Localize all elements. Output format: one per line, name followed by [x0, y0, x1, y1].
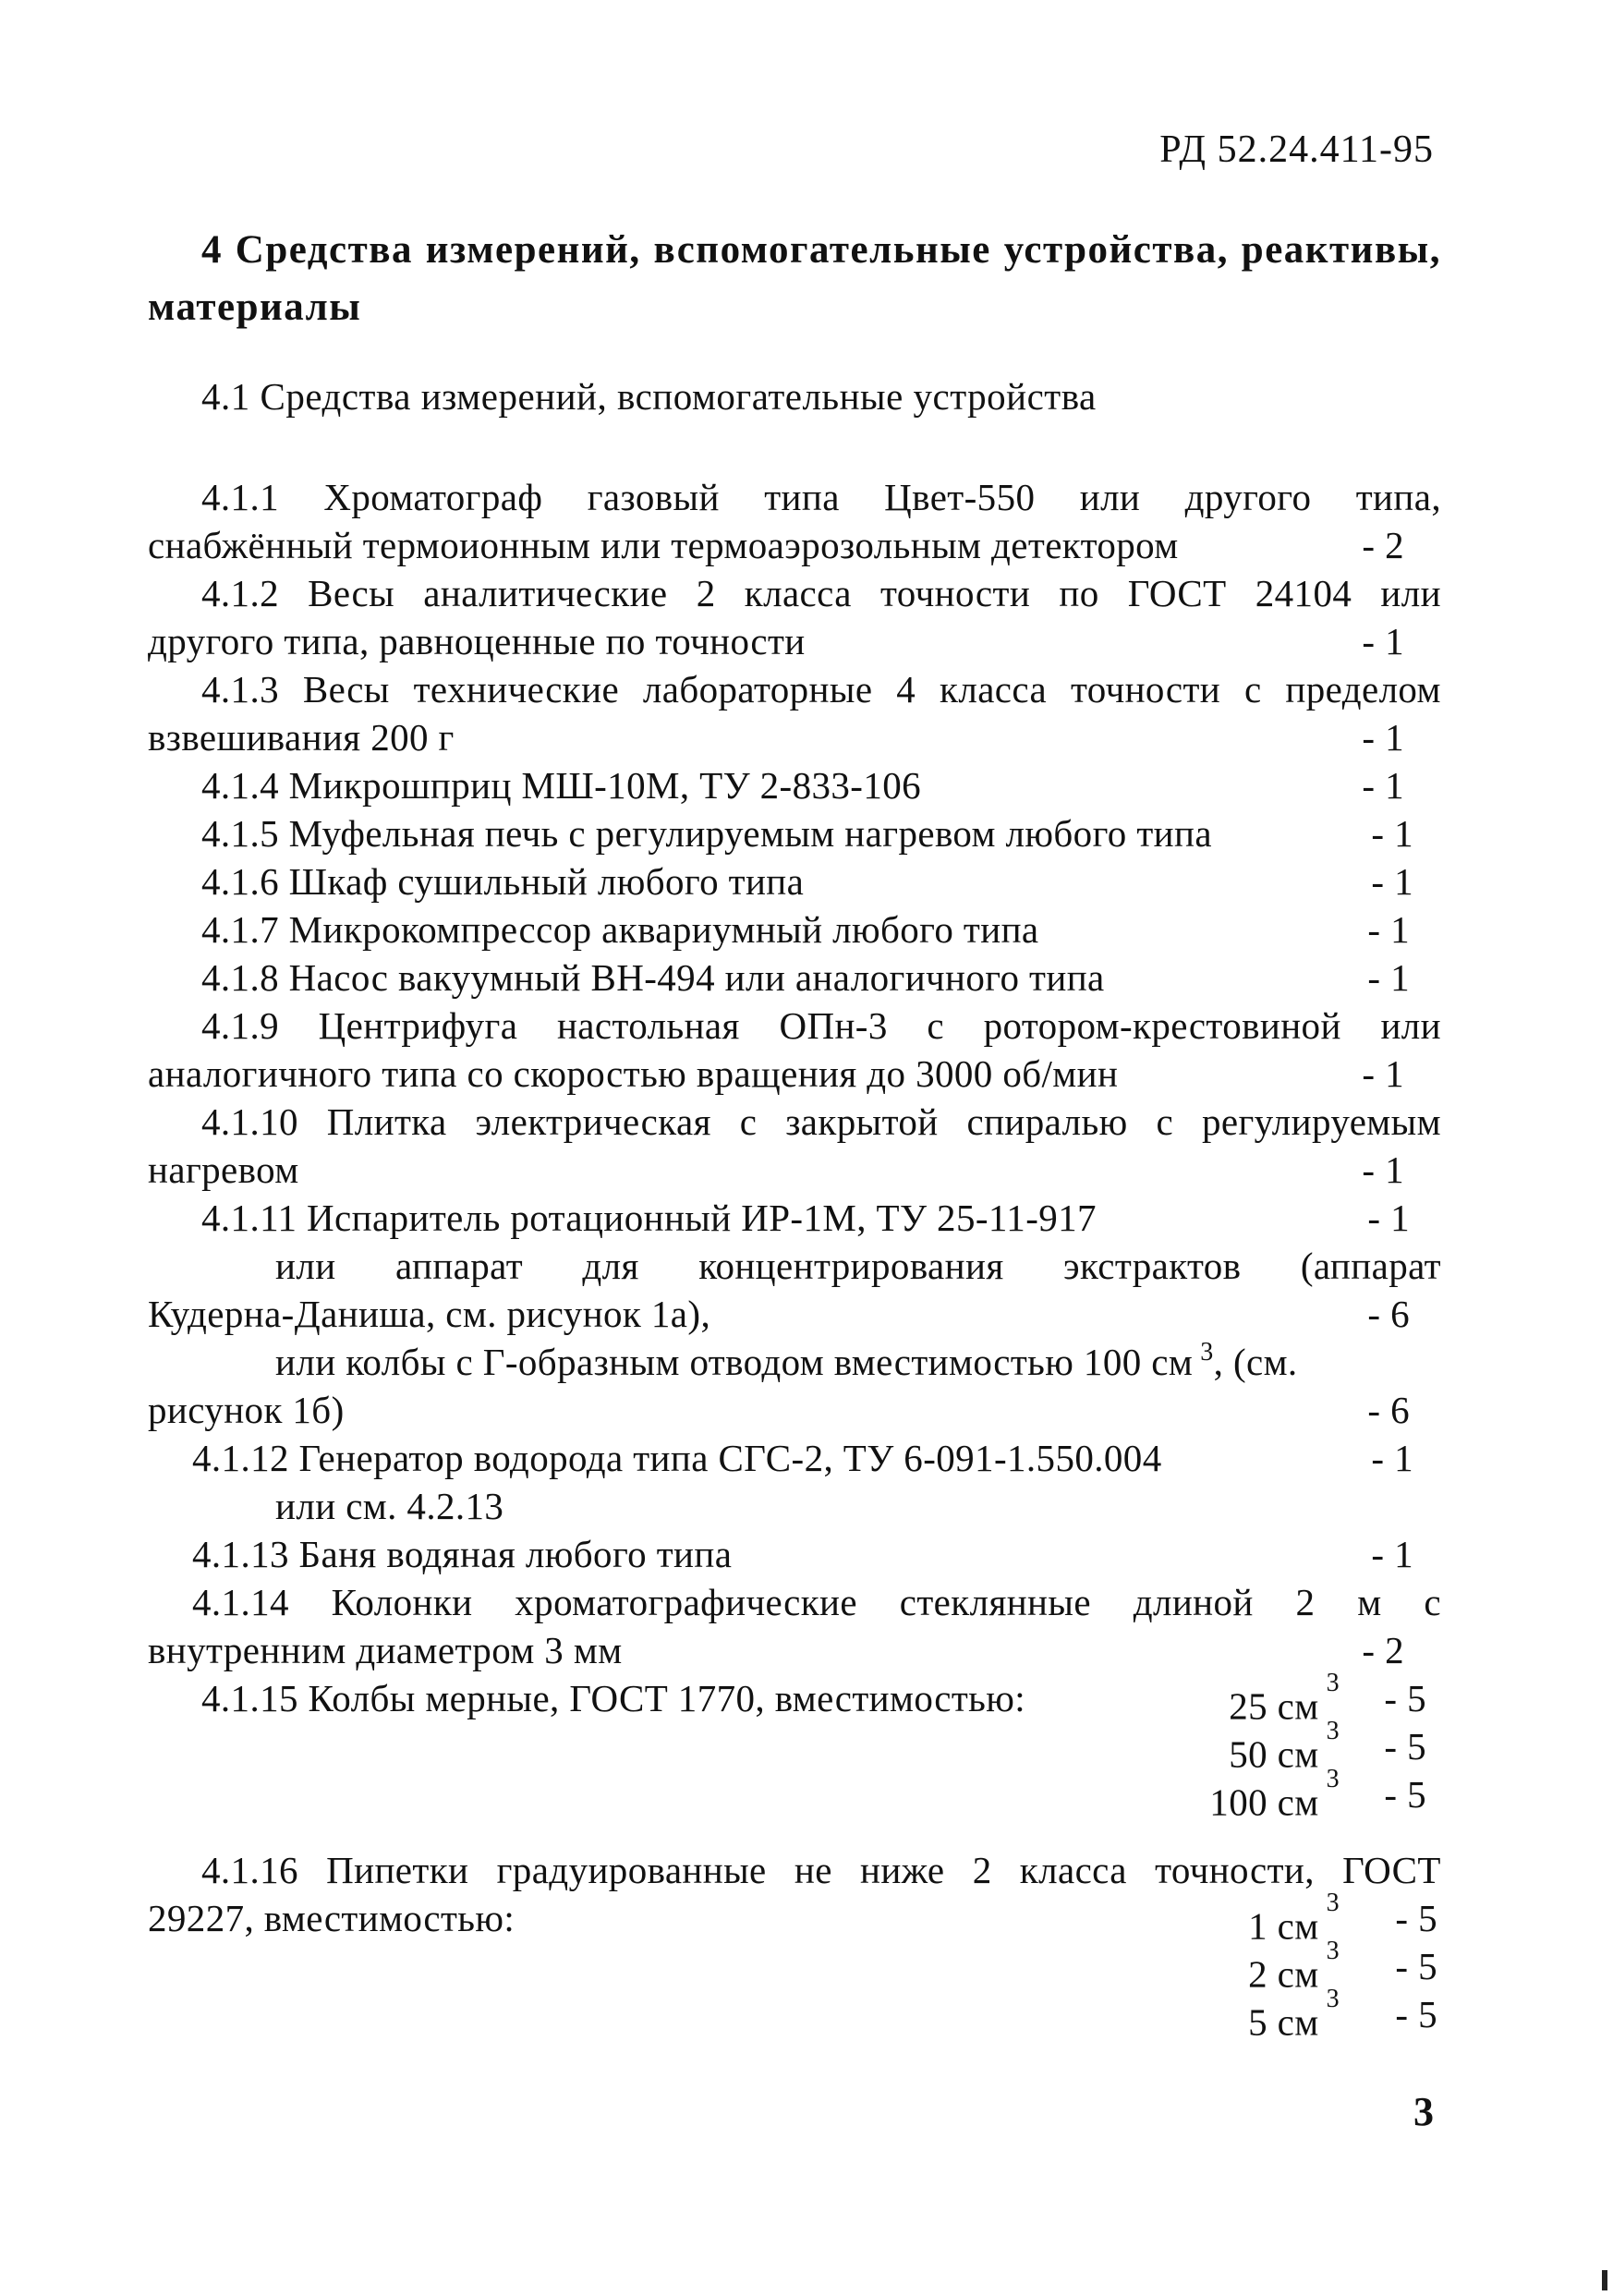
item-text: 29227, вместимостью: — [148, 1897, 515, 1939]
word: Колонки — [331, 1581, 473, 1623]
item-4-1-11-alt2-line1 — [148, 1338, 1441, 1386]
item-text-part: , (см. — [1213, 1341, 1298, 1383]
word: с — [739, 1100, 758, 1143]
item-4-1-2-line2 — [148, 617, 1441, 665]
item-4-1-15-vol3 — [148, 1765, 1441, 1824]
word: с — [927, 1004, 944, 1047]
item-4-1-11-alt1-line1 — [148, 1242, 1441, 1290]
item-text: 4.1.5 Муфельная печь с регулируемым нагревом любого типа — [201, 812, 1212, 855]
item-quantity: - 5 — [1395, 1993, 1437, 2035]
word: другого — [1184, 476, 1312, 518]
word: или — [275, 1245, 336, 1287]
superscript: 3 — [1200, 1338, 1214, 1367]
word: ОПн-3 — [779, 1004, 888, 1047]
word: регулируемым — [1201, 1100, 1441, 1143]
word: с — [1424, 1581, 1441, 1623]
word: по — [1059, 572, 1099, 614]
spacer — [148, 1818, 1441, 1846]
word: 2 — [696, 572, 716, 614]
justified-line — [201, 1098, 1441, 1146]
item-quantity: - 1 — [1367, 908, 1410, 951]
item-4-1-15-vol2 — [148, 1717, 1441, 1776]
word: или — [1380, 572, 1441, 614]
item-text: внутренним диаметром 3 мм — [148, 1629, 623, 1671]
item-text: нагревом — [148, 1148, 299, 1191]
item-4-1-15 — [148, 1669, 1441, 1728]
word: Весы — [308, 572, 395, 614]
word: Центрифуга — [318, 1004, 518, 1047]
word: 2 — [972, 1849, 992, 1891]
volume-value: 50 см — [1229, 1732, 1319, 1776]
word: аппарат — [394, 1245, 524, 1287]
word: ГОСТ — [1342, 1849, 1441, 1891]
item-4-1-12-line2 — [148, 1482, 1441, 1530]
superscript: 3 — [1326, 1937, 1340, 1965]
word: 4.1.1 — [201, 476, 279, 518]
item-4-1-16-line2 — [148, 1889, 1441, 1948]
item-4-1-3-line2 — [148, 713, 1441, 761]
word: 4.1.10 — [201, 1100, 298, 1143]
word: м — [1357, 1581, 1382, 1623]
section-title: 4 Средства измерений, вспомогательные устройства, реактивы, материалы — [148, 228, 1441, 329]
word: 4.1.2 — [201, 572, 279, 614]
word: 4.1.9 — [201, 1004, 279, 1047]
word: 4.1.14 — [192, 1581, 289, 1623]
word: газовый — [587, 476, 720, 518]
justified-line — [275, 1242, 1441, 1290]
volume-value: 1 см — [1248, 1904, 1319, 1948]
justified-line — [201, 569, 1441, 617]
item-4-1-1-line1 — [148, 473, 1441, 521]
item-quantity: - 5 — [1395, 1897, 1437, 1939]
word: точности, — [1155, 1849, 1315, 1891]
item-4-1-11-alt1-line2 — [148, 1290, 1441, 1338]
word: ниже — [860, 1849, 945, 1891]
word: хроматографические — [515, 1581, 857, 1623]
word: (аппарат — [1300, 1245, 1441, 1287]
word: аналитические — [423, 572, 668, 614]
item-4-1-14-line1 — [148, 1578, 1441, 1626]
item-text: 4.1.13 Баня водяная любого типа — [192, 1533, 733, 1575]
item-quantity: - 1 — [1362, 1052, 1404, 1095]
volume-value: 2 см — [1248, 1952, 1319, 1996]
word: спиралью — [966, 1100, 1128, 1143]
item-4-1-1-line2 — [148, 521, 1441, 569]
word: закрытой — [785, 1100, 939, 1143]
item-4-1-11-alt2-line2 — [148, 1386, 1441, 1434]
word: Хроматограф — [323, 476, 543, 518]
justified-line — [201, 1846, 1441, 1894]
volume-value: 100 см — [1209, 1780, 1319, 1824]
justified-line — [201, 1002, 1441, 1050]
item-quantity: - 2 — [1362, 1629, 1404, 1671]
superscript: 3 — [1326, 1985, 1340, 2013]
word: Плитка — [326, 1100, 447, 1143]
item-quantity: - 1 — [1367, 1197, 1410, 1239]
superscript: 3 — [1326, 1669, 1340, 1697]
item-quantity: - 6 — [1367, 1389, 1410, 1431]
word: с — [1243, 668, 1262, 711]
justified-line — [201, 473, 1441, 521]
item-4-1-16-vol3 — [148, 1985, 1441, 2044]
item-quantity: - 1 — [1362, 620, 1404, 662]
word: типа — [764, 476, 840, 518]
word: концентрирования — [698, 1245, 1004, 1287]
word: электрическая — [475, 1100, 711, 1143]
item-4-1-10-line2 — [148, 1146, 1441, 1194]
word: лабораторные — [642, 668, 873, 711]
word: пределом — [1285, 668, 1441, 711]
word: 4 — [896, 668, 916, 711]
item-quantity: - 1 — [1371, 860, 1413, 903]
item-4-1-16-line1 — [148, 1846, 1441, 1894]
item-text: другого типа, равноценные по точности — [148, 620, 806, 662]
word: класса — [1019, 1849, 1127, 1891]
item-4-1-14-line2 — [148, 1626, 1441, 1674]
document-code: РД 52.24.411-95 — [1159, 128, 1434, 171]
word: типа, — [1355, 476, 1441, 518]
superscript: 3 — [1326, 1717, 1340, 1745]
word: или — [1079, 476, 1141, 518]
word: точности — [1070, 668, 1221, 711]
item-text-part: или колбы с Г-образным отводом вместимостью 100 см — [275, 1341, 1194, 1383]
word: 24104 — [1255, 572, 1352, 614]
volume-value: 5 см — [1248, 2000, 1319, 2044]
page-number: 3 — [1413, 2089, 1434, 2134]
word: Весы — [302, 668, 390, 711]
word: технические — [413, 668, 620, 711]
word: не — [794, 1849, 832, 1891]
item-text: 4.1.15 Колбы мерные, ГОСТ 1770, вместимостью: — [201, 1677, 1026, 1719]
word: ротором-крестовиной — [983, 1004, 1341, 1047]
item-4-1-2-line1 — [148, 569, 1441, 617]
justified-line — [192, 1578, 1441, 1626]
word: с — [1156, 1100, 1174, 1143]
word: или — [1380, 1004, 1441, 1047]
item-text: 4.1.4 Микрошприц МШ-10М, ТУ 2-833-106 — [201, 764, 922, 807]
item-quantity: - 1 — [1362, 716, 1404, 759]
item-4-1-9-line2 — [148, 1050, 1441, 1098]
item-quantity: - 1 — [1371, 1437, 1413, 1479]
item-4-1-4 — [148, 761, 1441, 809]
word: стеклянные — [899, 1581, 1091, 1623]
word: длиной — [1133, 1581, 1254, 1623]
item-quantity: - 5 — [1384, 1773, 1426, 1816]
item-text: аналогичного типа со скоростью вращения до 3000 об/мин — [148, 1052, 1119, 1095]
item-4-1-3-line1 — [148, 665, 1441, 713]
word: ГОСТ — [1127, 572, 1227, 614]
item-text: 4.1.7 Микрокомпрессор аквариумный любого типа — [201, 908, 1039, 951]
item-4-1-9-line1 — [148, 1002, 1441, 1050]
item-text: 4.1.6 Шкаф сушильный любого типа — [201, 860, 805, 903]
item-quantity: - 1 — [1362, 1148, 1404, 1191]
item-4-1-13 — [148, 1530, 1441, 1578]
word: Пипетки — [326, 1849, 469, 1891]
word: настольная — [556, 1004, 740, 1047]
item-text: 4.1.11 Испаритель ротационный ИР-1М, ТУ 25-11-917 — [201, 1197, 1097, 1239]
item-quantity: - 1 — [1371, 1533, 1413, 1575]
word: класса — [940, 668, 1048, 711]
item-text: 4.1.12 Генератор водорода типа СГС-2, ТУ 6-091-1.550.004 — [192, 1437, 1162, 1479]
item-quantity: - 5 — [1384, 1725, 1426, 1768]
word: 4.1.16 — [201, 1849, 298, 1891]
word: градуированные — [496, 1849, 767, 1891]
item-4-1-10-line1 — [148, 1098, 1441, 1146]
word: для — [582, 1245, 639, 1287]
item-4-1-8 — [148, 954, 1441, 1002]
justified-line — [201, 665, 1441, 713]
item-4-1-7 — [148, 905, 1441, 954]
word: экстрактов — [1062, 1245, 1242, 1287]
item-text: снабжённый термоионным или термоаэрозольным детектором — [148, 524, 1179, 566]
item-quantity: - 5 — [1395, 1945, 1437, 1987]
word: класса — [744, 572, 852, 614]
volume-value: 25 см — [1229, 1684, 1319, 1728]
item-text: 4.1.8 Насос вакуумный ВН-494 или аналогичного типа — [201, 956, 1105, 999]
item-4-1-16-vol2 — [148, 1937, 1441, 1996]
item-quantity: - 6 — [1367, 1293, 1410, 1335]
word: 4.1.3 — [201, 668, 279, 711]
item-4-1-5 — [148, 809, 1441, 857]
item-4-1-11 — [148, 1194, 1441, 1242]
subsection-title: 4.1 Средства измерений, вспомогательные устройства — [201, 375, 1097, 418]
item-quantity: - 1 — [1371, 812, 1413, 855]
item-quantity: - 2 — [1362, 524, 1404, 566]
superscript: 3 — [1326, 1889, 1340, 1917]
word: точности — [880, 572, 1031, 614]
item-text — [275, 1338, 1298, 1391]
item-text: взвешивания 200 г — [148, 716, 455, 759]
scan-mark — [1602, 2270, 1607, 2290]
superscript: 3 — [1326, 1765, 1340, 1793]
item-text: или см. 4.2.13 — [275, 1485, 504, 1527]
item-text: рисунок 1б) — [148, 1389, 345, 1431]
volume — [1248, 1985, 1340, 2047]
item-quantity: - 1 — [1367, 956, 1410, 999]
item-quantity: - 1 — [1362, 764, 1404, 807]
item-list — [148, 473, 1441, 2044]
item-quantity: - 5 — [1384, 1677, 1426, 1719]
word: 2 — [1295, 1581, 1316, 1623]
item-text: Кудерна-Даниша, см. рисунок 1а), — [148, 1293, 711, 1335]
item-4-1-12 — [148, 1434, 1441, 1482]
item-4-1-6 — [148, 857, 1441, 905]
word: Цвет-550 — [884, 476, 1036, 518]
